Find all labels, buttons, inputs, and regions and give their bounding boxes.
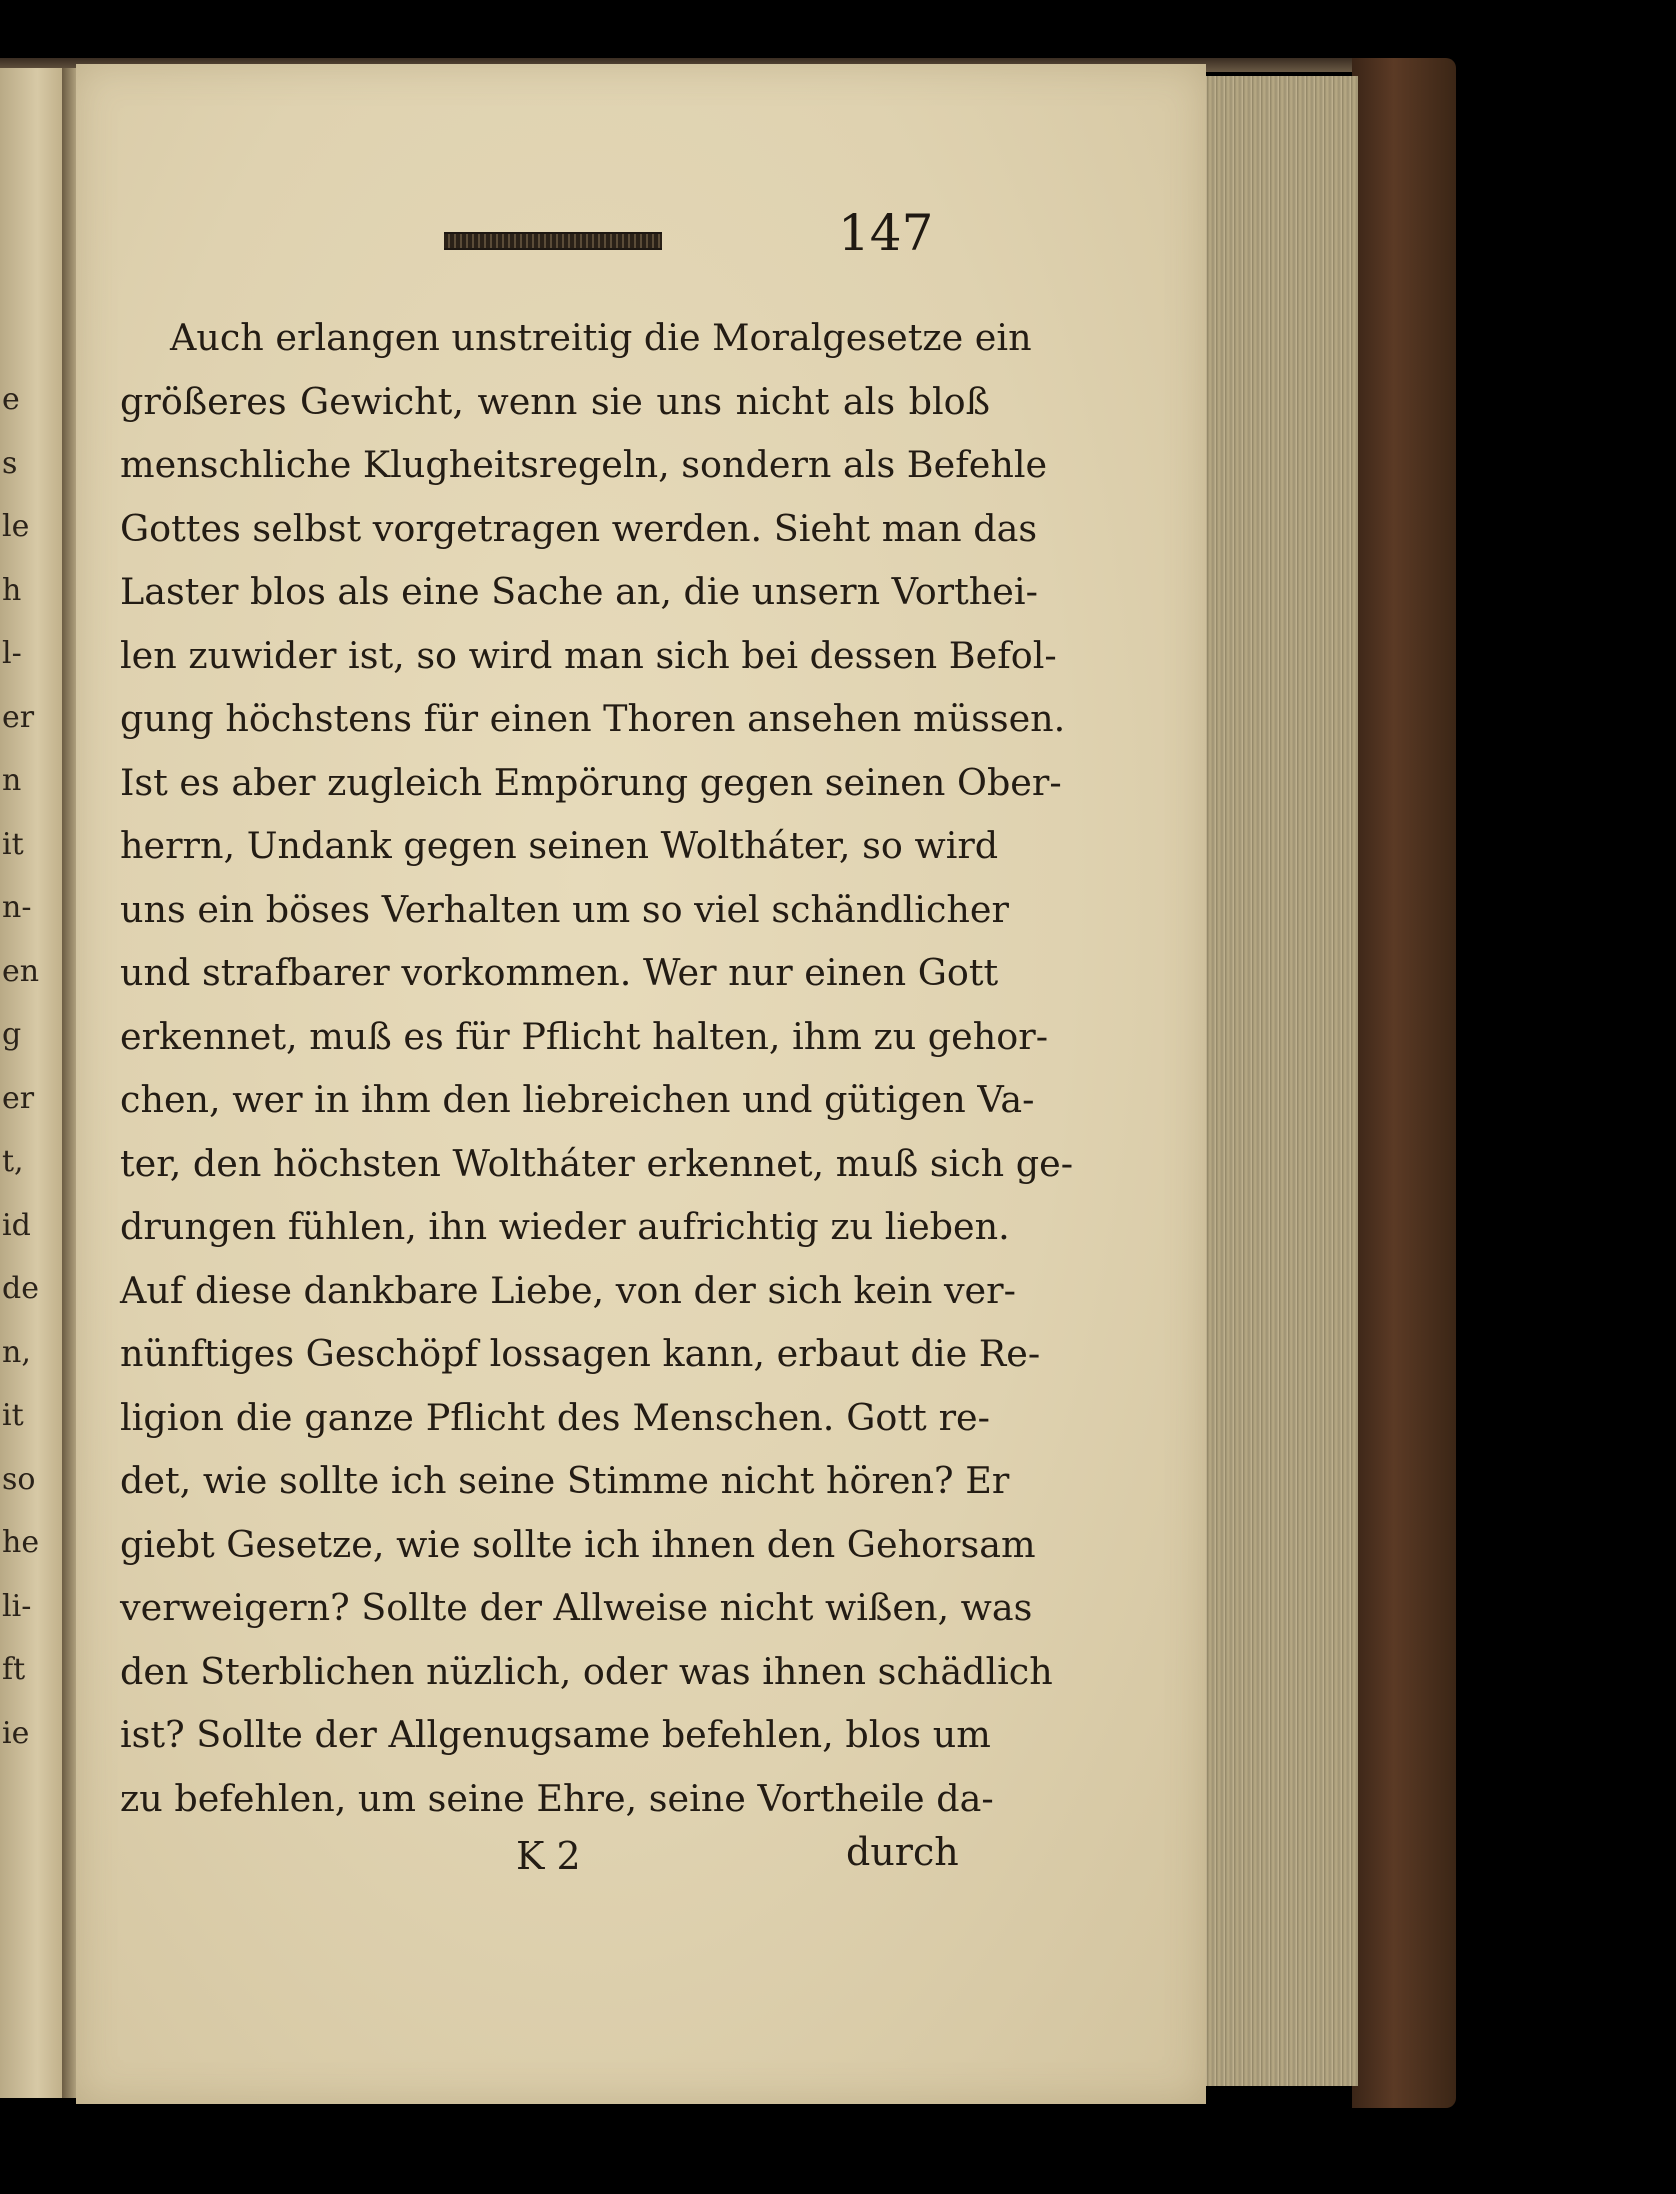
text-line: ist? Sollte der Allgenugsame befehlen, blos um	[120, 1713, 991, 1756]
text-line: menschliche Klugheitsregeln, sondern als Befehle	[120, 443, 1048, 486]
text-line: größeres Gewicht, wenn sie uns nicht als bloß	[120, 379, 990, 423]
text-line: giebt Gesetze, wie sollte ich ihnen den Gehorsam	[120, 1522, 1036, 1566]
left-page-fragment: id	[2, 1207, 31, 1243]
left-page-fragment: he	[2, 1525, 40, 1560]
text-line: Auch erlangen unstreitig die Moralgesetze ein	[170, 316, 1032, 359]
header-ornament-rule	[444, 232, 662, 250]
left-page-fragment: er	[2, 699, 35, 735]
left-page-fragment: it	[2, 1398, 24, 1433]
left-page-fragment: it	[2, 826, 24, 862]
body-text	[120, 306, 1074, 1830]
text-line: Ist es aber zugleich Empörung gegen seinen Ober-	[120, 760, 1062, 804]
left-page-fragments	[2, 368, 60, 1765]
text-line: det, wie sollte ich seine Stimme nicht hören? Er	[120, 1459, 1010, 1502]
left-page-fragment: ft	[2, 1652, 26, 1687]
text-line: uns ein böses Verhalten um so viel schändlicher	[120, 887, 1009, 931]
left-page-fragment: n,	[2, 1334, 31, 1370]
text-line: den Sterblichen nüzlich, oder was ihnen schädlich	[120, 1649, 1053, 1693]
text-line: ter, den höchsten Woltháter erkennet, muß sich ge-	[120, 1141, 1074, 1185]
left-page-fragment: n	[2, 763, 22, 798]
left-page	[0, 68, 64, 2098]
text-line: zu befehlen, um seine Ehre, seine Vortheile da-	[120, 1776, 994, 1820]
text-line: drungen fühlen, ihn wieder aufrichtig zu lieben.	[120, 1205, 1010, 1248]
left-page-fragment: li-	[2, 1588, 32, 1624]
left-page-fragment: h	[2, 572, 22, 608]
text-line: Laster blos als eine Sache an, die unsern Vorthei-	[120, 570, 1038, 613]
left-page-fragment: er	[2, 1080, 35, 1116]
text-line: erkennet, muß es für Pflicht halten, ihm zu gehor-	[120, 1014, 1049, 1058]
text-line: len zuwider ist, so wird man sich bei dessen Befol-	[120, 633, 1057, 677]
book-cover-edge	[1352, 58, 1456, 2108]
page-number: 147	[838, 204, 934, 262]
text-line: gung höchstens für einen Thoren ansehen müssen.	[120, 697, 1066, 740]
left-page-fragment: t,	[2, 1144, 24, 1179]
text-line: nünftiges Geschöpf lossagen kann, erbaut die Re-	[120, 1332, 1041, 1375]
page-edges	[1196, 76, 1358, 2086]
text-line: verweigern? Sollte der Allweise nicht wißen, was	[120, 1586, 1033, 1629]
left-page-fragment: so	[2, 1461, 36, 1497]
left-page-fragment: en	[2, 953, 40, 989]
text-line: Gottes selbst vorgetragen werden. Sieht man das	[120, 506, 1038, 550]
text-line: und strafbarer vorkommen. Wer nur einen Gott	[120, 951, 999, 994]
text-line: herrn, Undank gegen seinen Woltháter, so wird	[120, 824, 999, 867]
text-line: ligion die ganze Pflicht des Menschen. Gott re-	[120, 1395, 990, 1439]
text-line: chen, wer in ihm den liebreichen und gütigen Va-	[120, 1078, 1035, 1121]
catchword: durch	[846, 1830, 959, 1874]
left-page-fragment: ie	[2, 1715, 30, 1751]
left-page-fragment: l-	[2, 636, 22, 671]
left-page-fragment: e	[2, 382, 20, 417]
left-page-fragment: de	[2, 1271, 39, 1306]
left-page-fragment: le	[2, 509, 30, 544]
left-page-fragment: g	[2, 1017, 22, 1052]
left-page-fragment: n-	[2, 890, 32, 925]
signature-mark: K 2	[516, 1834, 581, 1878]
text-line: Auf diese dankbare Liebe, von der sich kein ver-	[120, 1268, 1016, 1312]
left-page-fragment: s	[2, 445, 18, 481]
